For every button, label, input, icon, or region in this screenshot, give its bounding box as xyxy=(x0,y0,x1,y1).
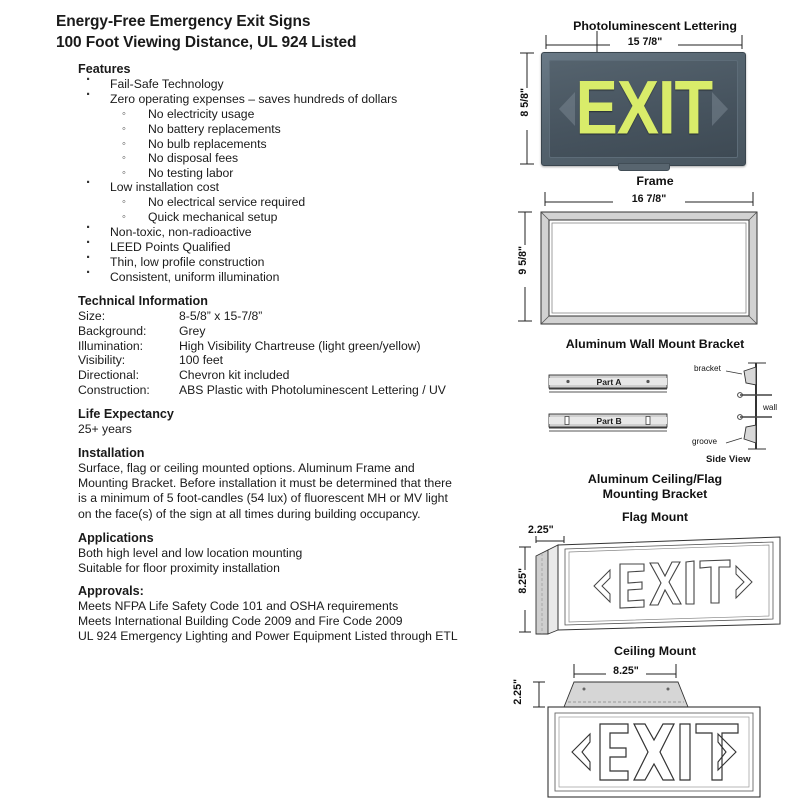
right-chevron-icon xyxy=(712,92,728,126)
figure-wall-mount-bracket xyxy=(510,337,800,472)
figure-ceiling-flag-bracket xyxy=(510,472,800,800)
installation-paragraph: Surface, flag or ceiling mounted options. Aluminum Frame and Mounting Bracket. Before installation it must be determined that there is a minimum of 5 foot-candles (54 lux) of fluorescent MH or MV light on the face(s) of the sign at all times during building occupancy. xyxy=(78,460,452,521)
technical-spec-value: High Visibility Chartreuse (light green/yellow) xyxy=(179,338,421,353)
technical-spec-key: Size: xyxy=(78,309,106,324)
photoluminescent-lettering-callout-label: Photoluminescent Lettering xyxy=(573,19,737,33)
frame-height-dimension-label: 9 5/8" xyxy=(517,246,529,275)
frame-figure-title: Frame xyxy=(636,174,674,188)
feature-sub-item: ◦ No electrical service required xyxy=(0,195,510,210)
technical-spec-key: Background: xyxy=(78,323,147,338)
technical-spec-row xyxy=(78,368,510,383)
technical-spec-row xyxy=(78,353,510,368)
flag-height-dimension-label: 8.25" xyxy=(517,568,529,594)
exit-lettering: EXIT xyxy=(575,66,712,151)
ceiling-depth-dimension-line xyxy=(526,681,548,709)
technical-spec-value: 100 feet xyxy=(179,353,224,368)
technical-spec-key: Directional: xyxy=(78,368,139,383)
bracket-callout-label: bracket xyxy=(694,364,721,373)
life-expectancy-value: 25+ years xyxy=(78,421,132,436)
sign-height-dimension-label: 8 5/8" xyxy=(519,88,531,117)
feature-item: · Fail-Safe Technology xyxy=(0,77,510,92)
approval-line: UL 924 Emergency Lighting and Power Equipment Listed through ETL xyxy=(78,628,458,643)
applications-lines xyxy=(0,546,510,576)
feature-item: · Consistent, uniform illumination xyxy=(0,270,510,285)
application-line: Both high level and low location mounting xyxy=(78,545,303,560)
feature-sub-item: ◦ No bulb replacements xyxy=(0,137,510,152)
frame-width-dimension-label: 16 7/8" xyxy=(631,193,667,205)
part-a-label: Part A xyxy=(596,377,622,387)
sign-width-dimension-label: 15 7/8" xyxy=(627,36,663,48)
feature-item: · Non-toxic, non-radioactive xyxy=(0,225,510,240)
groove-callout-label: groove xyxy=(692,437,718,446)
technical-spec-row xyxy=(78,324,510,339)
wall-mount-bracket-title: Aluminum Wall Mount Bracket xyxy=(565,337,745,351)
approvals-lines xyxy=(0,599,510,643)
technical-spec-row xyxy=(78,309,510,324)
frame-drawing xyxy=(540,211,758,325)
flag-depth-dimension-label: 2.25" xyxy=(528,524,554,536)
exit-sign-product-image xyxy=(541,52,746,166)
technical-specification-table xyxy=(78,309,510,398)
installation-heading: Installation xyxy=(78,445,145,460)
feature-sub-item: ◦ No electricity usage xyxy=(0,107,510,122)
wall-callout-label: wall xyxy=(763,403,778,412)
side-view-label: Side View xyxy=(706,454,751,465)
figures-column xyxy=(510,0,800,800)
ceiling-width-dimension-line xyxy=(510,662,800,680)
left-chevron-icon xyxy=(559,92,575,126)
feature-sub-item: ◦ No testing labor xyxy=(0,166,510,181)
flag-mount-title: Flag Mount xyxy=(621,510,689,524)
part-b-label: Part B xyxy=(596,416,622,426)
life-expectancy-heading: Life Expectancy xyxy=(78,406,174,421)
features-heading: Features xyxy=(78,62,131,77)
flag-mount-drawing xyxy=(534,534,796,638)
approval-line: Meets NFPA Life Safety Code 101 and OSHA requirements xyxy=(78,599,399,614)
approvals-heading: Approvals: xyxy=(78,584,144,599)
ceiling-mount-drawing xyxy=(546,680,776,800)
technical-spec-key: Construction: xyxy=(78,383,150,398)
ceiling-width-dimension-label: 8.25" xyxy=(613,665,639,677)
feature-item: · Low installation cost xyxy=(0,180,510,195)
ceiling-mount-title: Ceiling Mount xyxy=(614,644,696,658)
feature-item: · Zero operating expenses – saves hundreds of dollars xyxy=(0,92,510,107)
feature-item: · Thin, low profile construction xyxy=(0,255,510,270)
technical-spec-key: Visibility: xyxy=(78,353,126,368)
feature-sub-item: ◦ Quick mechanical setup xyxy=(0,210,510,225)
technical-spec-value: Grey xyxy=(179,323,206,338)
feature-sub-item: ◦ No battery replacements xyxy=(0,122,510,137)
page-title xyxy=(56,12,510,53)
feature-sub-list xyxy=(0,195,510,224)
technical-spec-row xyxy=(78,383,510,398)
ceiling-flag-title-line-1: Aluminum Ceiling/Flag xyxy=(587,472,723,486)
figure-exit-sign xyxy=(510,0,800,182)
figure-frame xyxy=(510,174,800,334)
ceiling-flag-title-line-2: Mounting Bracket xyxy=(602,487,708,501)
application-line: Suitable for floor proximity installation xyxy=(78,560,280,575)
applications-heading: Applications xyxy=(78,530,154,545)
feature-sub-item: ◦ No disposal fees xyxy=(0,151,510,166)
feature-sub-list xyxy=(0,107,510,180)
technical-spec-value: Chevron kit included xyxy=(179,368,290,383)
technical-spec-value: ABS Plastic with Photoluminescent Lettering / UV xyxy=(179,383,446,398)
approval-line: Meets International Building Code 2009 and Fire Code 2009 xyxy=(78,614,403,629)
feature-item: · LEED Points Qualified xyxy=(0,240,510,255)
page-title-line-1: Energy-Free Emergency Exit Signs xyxy=(56,13,311,30)
technical-information-heading: Technical Information xyxy=(78,294,208,309)
technical-spec-value: 8-5/8” x 15-7/8” xyxy=(179,309,263,324)
page-title-line-2: 100 Foot Viewing Distance, UL 924 Listed xyxy=(56,33,357,51)
ceiling-depth-dimension-label: 2.25" xyxy=(512,679,524,705)
sign-bottom-tab xyxy=(618,163,670,171)
features-list xyxy=(0,77,510,284)
technical-spec-key: Illumination: xyxy=(78,338,144,353)
technical-spec-row xyxy=(78,339,510,354)
